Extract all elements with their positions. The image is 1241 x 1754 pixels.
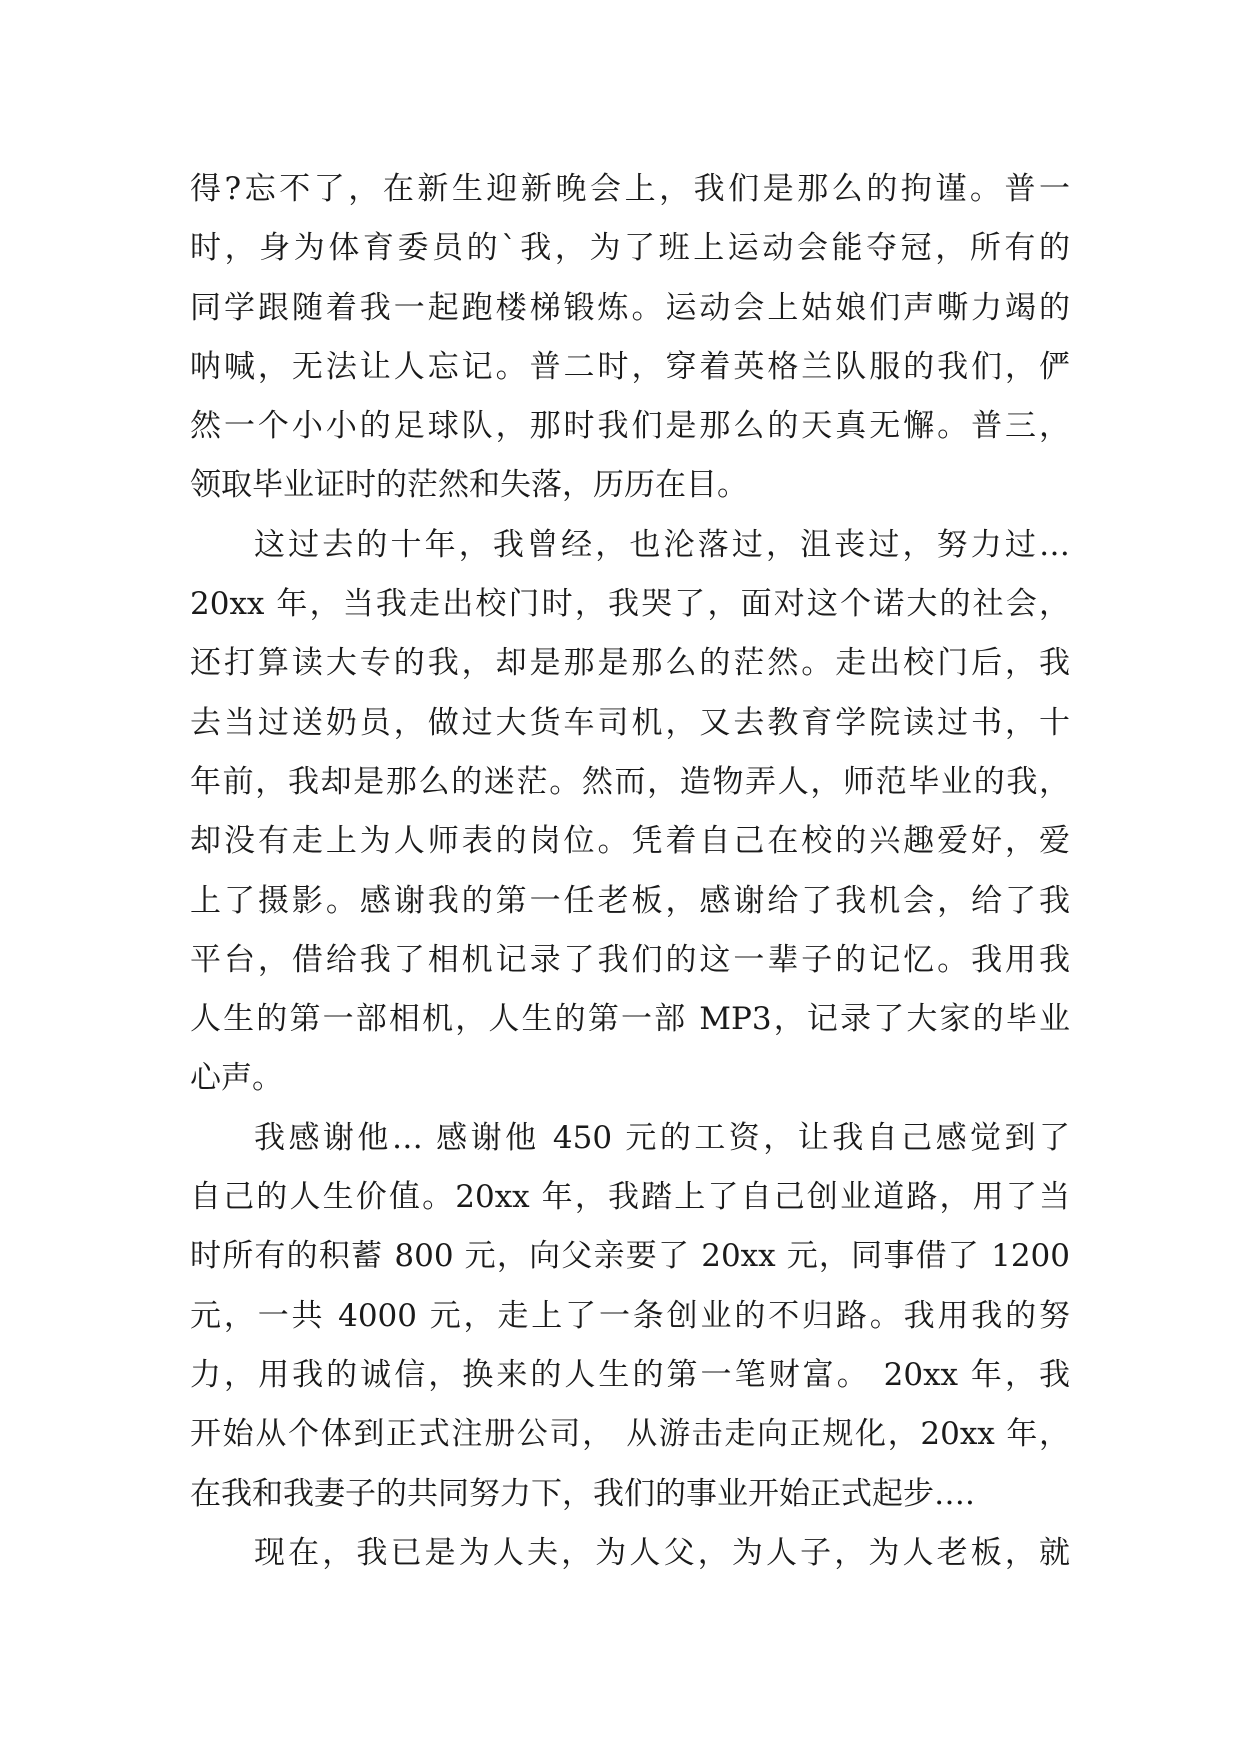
text-line: 自己的人生价值。20xx 年，我踏上了自己创业道路，用了当	[190, 1179, 1070, 1216]
text-line: 开始从个体到正式注册公司， 从游击走向正规化，20xx 年，	[190, 1416, 1070, 1453]
text-line: 然一个小小的足球队，那时我们是那么的天真无懈。普三，	[190, 408, 1070, 445]
text-line: 领取毕业证时的茫然和失落，历历在目。	[190, 467, 748, 504]
text-line: 得?忘不了，在新生迎新晚会上，我们是那么的拘谨。普一	[190, 171, 1070, 207]
text-line: 人生的第一部相机，人生的第一部 MP3，记录了大家的毕业	[190, 1001, 1070, 1038]
text-line: 时所有的积蓄 800 元，向父亲要了 20xx 元，同事借了 1200	[190, 1238, 1070, 1275]
text-line: 心声。	[190, 1060, 283, 1097]
text-line: 元，一共 4000 元，走上了一条创业的不归路。我用我的努	[190, 1297, 1070, 1334]
text-line: 年前，我却是那么的迷茫。然而，造物弄人，师范毕业的我，	[190, 763, 1070, 800]
text-line: 20xx 年，当我走出校门时，我哭了，面对这个诺大的社会，	[190, 586, 1070, 623]
paragraph-start-line: 我感谢他… 感谢他 450 元的工资，让我自己感觉到了	[254, 1119, 1070, 1156]
text-line: 还打算读大专的我，却是那是那么的茫然。走出校门后，我	[190, 645, 1070, 682]
paragraph-start-line: 现在，我已是为人夫，为人父，为人子，为人老板，就	[254, 1534, 1070, 1571]
text-line: 力，用我的诚信，换来的人生的第一笔财富。 20xx 年，我	[190, 1356, 1070, 1393]
text-line: 平台，借给我了相机记录了我们的这一辈子的记忆。我用我	[190, 941, 1070, 978]
text-line: 却没有走上为人师表的岗位。凭着自己在校的兴趣爱好，爱	[190, 823, 1070, 860]
text-line: 去当过送奶员，做过大货车司机，又去教育学院读过书，十	[190, 704, 1070, 741]
text-line: 呐喊，无法让人忘记。普二时，穿着英格兰队服的我们，俨	[190, 348, 1070, 385]
text-line: 在我和我妻子的共同努力下，我们的事业开始正式起步….	[190, 1475, 975, 1512]
text-line: 上了摄影。感谢我的第一任老板，感谢给了我机会，给了我	[190, 882, 1070, 919]
text-line: 时，身为体育委员的`我，为了班上运动会能夺冠，所有的	[190, 230, 1070, 267]
body-text	[190, 160, 1070, 1583]
text-line: 同学跟随着我一起跑楼梯锻炼。运动会上姑娘们声嘶力竭的	[190, 289, 1070, 326]
paragraph-start-line: 这过去的十年，我曾经，也沦落过，沮丧过，努力过…	[254, 526, 1070, 563]
